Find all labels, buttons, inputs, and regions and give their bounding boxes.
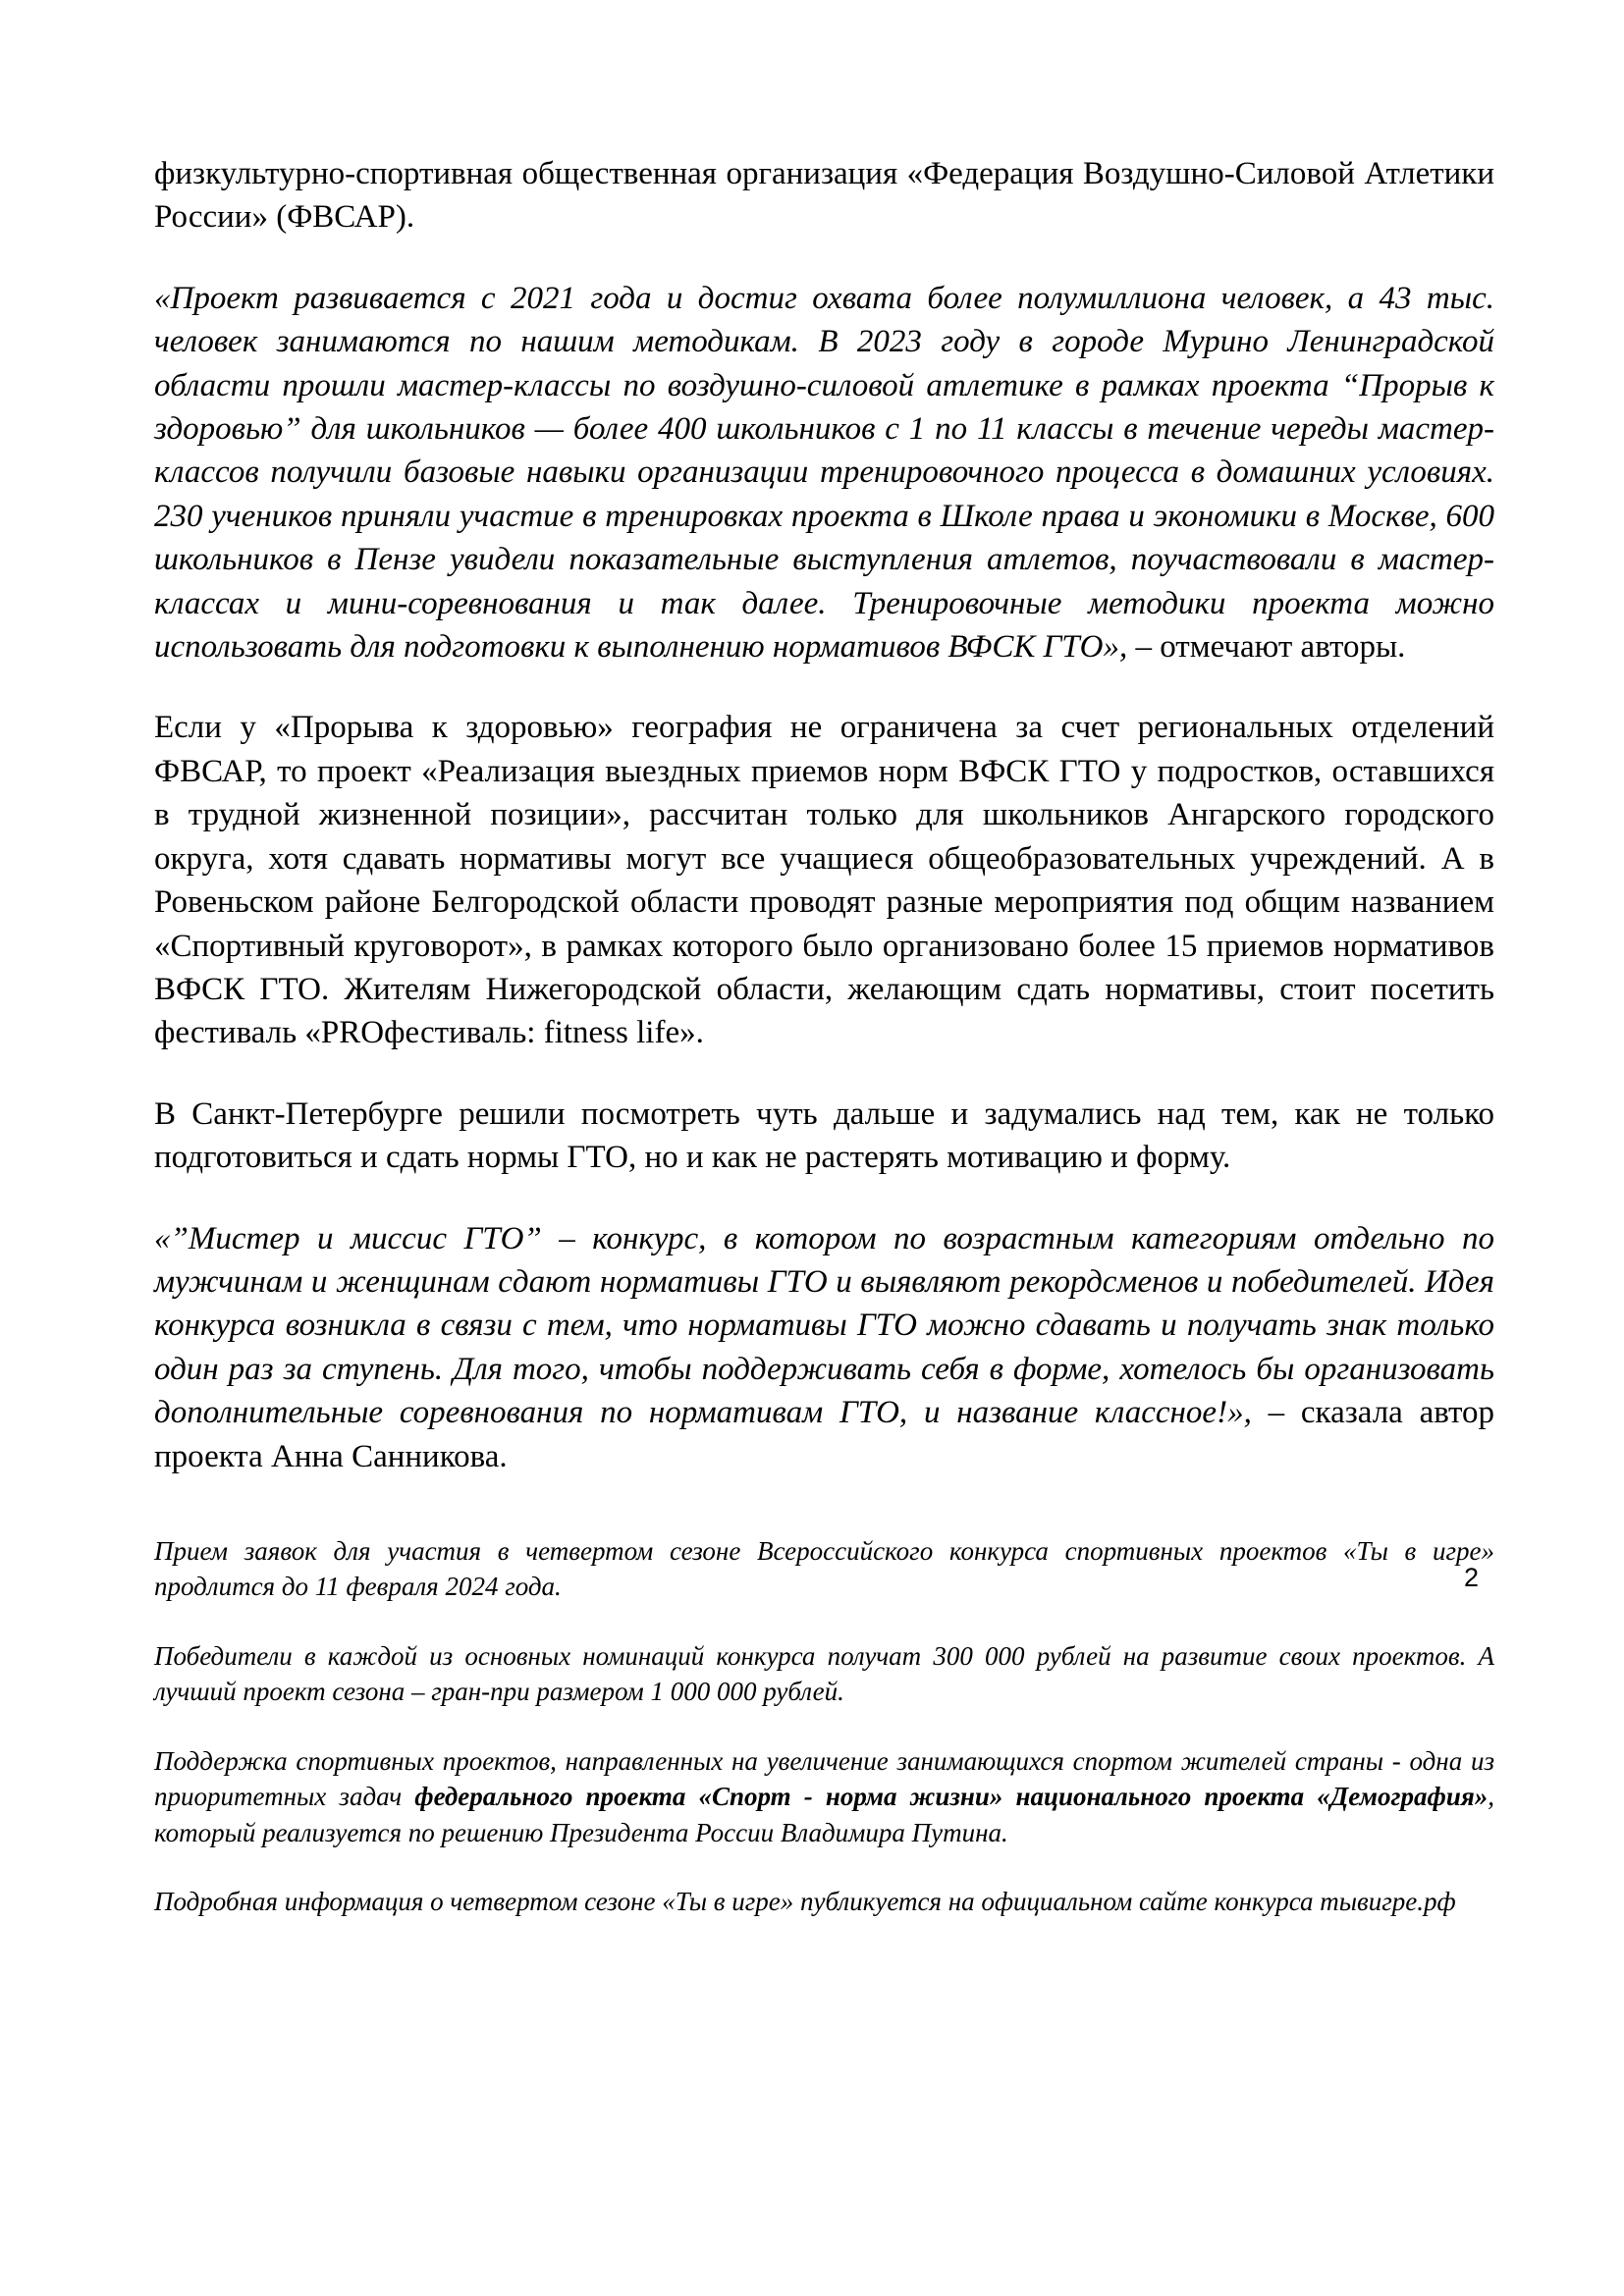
note-federal-project [154,1743,1494,1851]
paragraph-organization [154,152,1494,240]
paragraph-organization-text: физкультурно-спортивная общественная организация «Федерация Воздушно-Силовой Атлетики России» (ФВСАР). [154,156,1494,236]
quote-fvsar-text: «Проект развивается с 2021 года и достиг охвата более полумиллиона человек, а 43 тыс. человек занимаются по нашим методикам. В 2023 году в городе Мурино Ленинградской области прошли мастер-классы по воздушно-силовой атлетике в рамках проекта “Прорыв к здоровью” для школьников — более 400 школьников с 1 по 11 классы в течение череды мастер-классов получили базовые навыки организации тренировочного процесса в домашних условиях. 230 учеников приняли участие в тренировках проекта в Школе права и экономики в Москве, 600 школьников в Пензе увидели показательные выступления атлетов, поучаствовали в мастер-классах и мини-соревнования и так далее. Тренировочные методики проекта можно использовать для подготовки к выполнению нормативов ВФСК ГТО», – [154,280,1494,666]
quote-fvsar-attribution: отмечают авторы. [1151,629,1406,666]
note-more-info-text: Подробная информация о четвертом сезоне «Ты в игре» публикуется на официальном сайте конкурса тывигре.рф [154,1887,1456,1917]
note-federal-project-bold: федерального проекта «Спорт - норма жизни» национального проекта «Демография» [414,1782,1489,1812]
paragraph-saint-petersburg [154,1093,1494,1180]
note-prizes-text: Победители в каждой из основных номинаций конкурса получат 300 000 рублей на развитие своих проектов. А лучший проект сезона – гран-при размером 1 000 000 рублей. [154,1640,1494,1707]
note-federal-project-text-start: Поддержка спортивных проектов, направленных на увеличение занимающихся спортом жителей страны - одна из приоритетных задач [154,1745,1494,1812]
paragraph-regional-projects [154,706,1494,1054]
note-more-info [154,1884,1494,1920]
note-application-deadline-text: Прием заявок для участия в четвертом сезоне Всероссийского конкурса спортивных проектов «Ты в игре» продлится до 11 февраля 2024 года. [154,1535,1494,1602]
quote-mister-gto-attribution: сказала автор проекта Анна Санникова. [154,1395,1494,1474]
quote-mister-gto-text: «”Мистер и миссис ГТО” – конкурс, в котором по возрастным категориям отдельно по мужчинам и женщинам сдают нормативы ГТО и выявляют рекордсменов и победителей. Идея конкурса возникла в связи с тем, что нормативы ГТО можно сдавать и получать знак только один раз за ступень. Для того, чтобы поддерживать себя в форме, хотелось бы организовать дополнительные соревнования по нормативам ГТО, и название классное!», – [154,1220,1494,1431]
page-number: 2 [1463,1563,1479,1592]
note-federal-project-text-end: , который реализуется по решению Президента России Владимира Путина. [154,1782,1494,1847]
paragraph-saint-petersburg-text: В Санкт-Петербурге решили посмотреть чуть дальше и задумались над тем, как не только подготовиться и сдать нормы ГТО, но и как не растерять мотивацию и форму. [154,1095,1494,1176]
note-prizes [154,1638,1494,1710]
note-application-deadline [154,1533,1494,1605]
document-page-body [154,152,1494,1920]
paragraph-quote-mister-gto [154,1217,1494,1478]
paragraph-quote-fvsar [154,277,1494,669]
paragraph-regional-projects-text: Если у «Прорыва к здоровью» география не ограничена за счет региональных отделений ФВСАР, то проект «Реализация выездных приемов норм ВФСК ГТО у подростков, оставшихся в трудной жизненной позиции», рассчитан только для школьников Ангарского городского округа, хотя сдавать нормативы могут все учащиеся общеобразовательных учреждений. А в Ровеньском районе Белгородской области проводят разные мероприятия под общим названием «Спортивный круговорот», в рамках которого было организовано более 15 приемов нормативов ВФСК ГТО. Жителям Нижегородской области, желающим сдать нормативы, стоит посетить фестиваль «PROфестиваль: fitness life». [154,710,1494,1051]
